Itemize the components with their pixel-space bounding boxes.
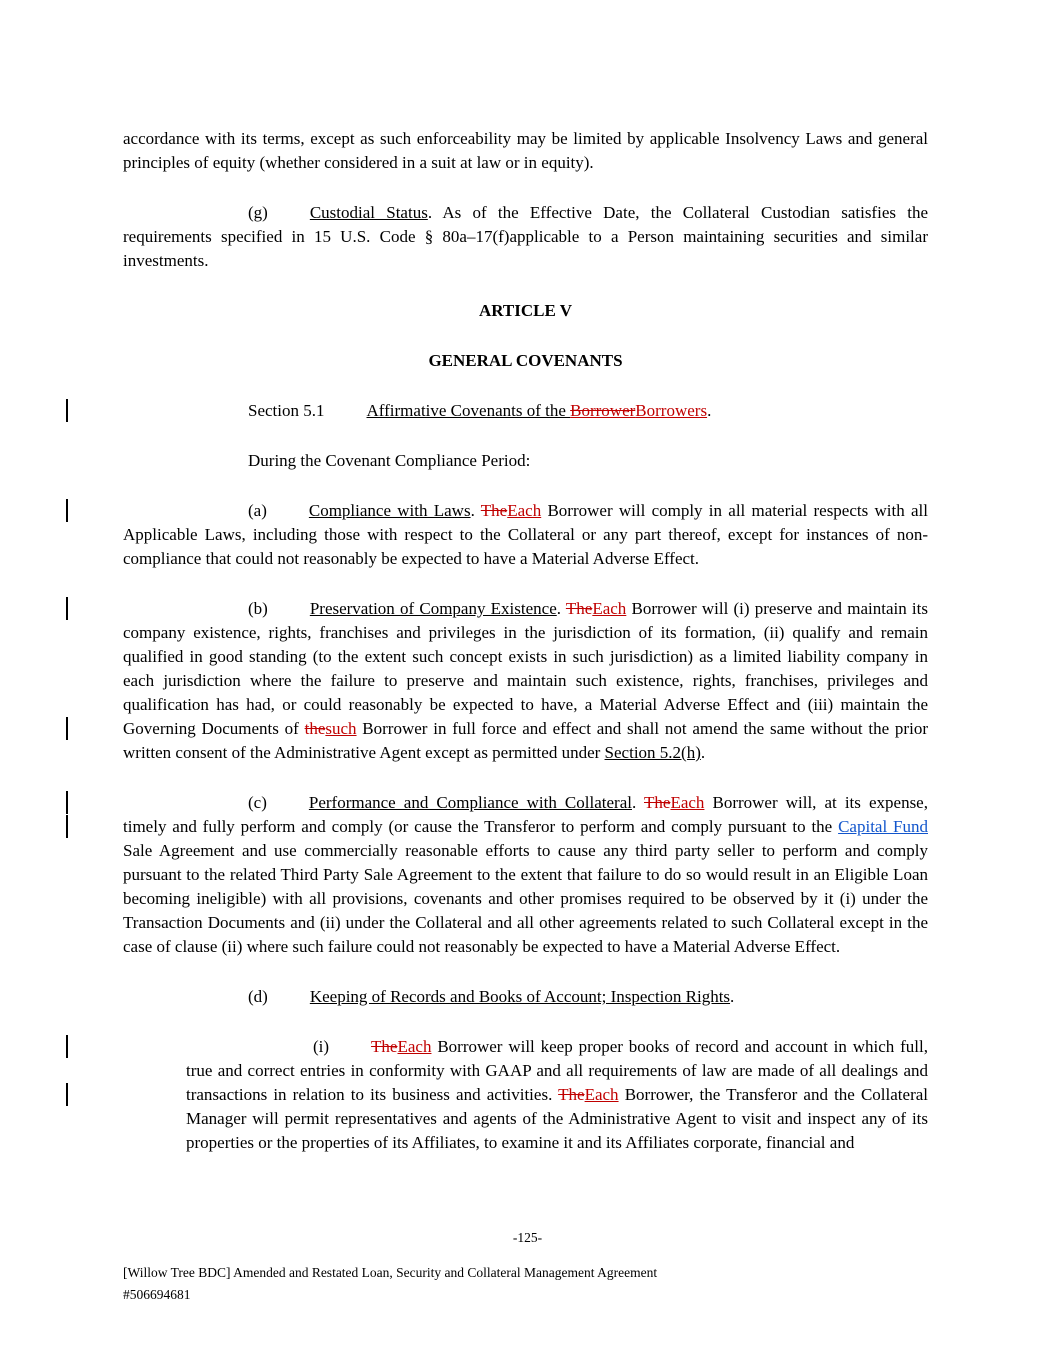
deleted-text: The [480,501,508,520]
deleted-text: The [558,1085,585,1104]
change-bar [66,499,68,522]
inserted-text: such [325,719,357,738]
underlined-text: Keeping of Records and Books of Account; Inspection Rights [309,987,731,1006]
text-run: . [707,401,712,420]
deleted-text: The [565,599,593,618]
text-run: . [631,793,644,812]
inserted-text: Each [584,1085,619,1104]
text-run: Borrower will comply in all material respects with all Applicable Laws, including those with respect to the Collateral or any part thereof, except for instances of non-compliance that could not reasonably be expected to have a Material Adverse Effect. [123,501,928,568]
change-bar [66,399,68,422]
heading-article-v [123,299,928,323]
text-run: Sale Agreement and use commercially reasonable efforts to cause any third party seller to perform and comply pursuant to the related Third Party Sale Agreement to the extent that failure to do so would result in an Eligible Loan becoming ineligible) with all provisions, covenants and other promises required to be observed by it (i) under the Transaction Documents and (ii) under the Collateral and all other agreements related to such Collateral except in the case of clause (ii) where such failure could not reasonably be expected to have a Material Adverse Effect. [123,841,928,956]
page-number: -125- [512,1230,543,1245]
change-bar [66,717,68,740]
defined-term-link: Capital Fund [838,817,928,836]
inserted-text: Each [507,501,542,520]
change-bar [66,815,68,838]
para-g-custodial-status [123,201,928,273]
text-run: GENERAL COVENANTS [428,351,623,370]
text-run: Borrower will (i) preserve and maintain its company existence, rights, franchises and privileges in the jurisdiction of its formation, (ii) qualify and remain qualified in good standing (to the extent such concept exists in such jurisdiction) as a limited liability company in each jurisdiction where the failure to preserve and maintain such existence, rights, franchises, privileges and qualification has had, or could reasonably be expected to have, a Material Adverse Effect and (iii) maintain the Governing Documents of [123,599,928,738]
para-a-compliance-with-laws [123,499,928,571]
text-run: . As of the Effective Date, the Collateral Custodian satisfies the requirements specified in 15 U.S. Code § 80a–17(f)applicable to a Person maintaining securities and similar investments. [123,203,928,270]
text-run: During the Covenant Compliance Period: [248,451,531,470]
para-covenant-compliance-period [123,449,928,473]
change-bar [66,1083,68,1106]
text-run: accordance with its terms, except as such enforceability may be limited by applicable Insolvency Laws and general principles of equity (whether considered in a suit at law or in equity). [123,129,928,172]
text-run: . [730,987,735,1006]
para-d-keeping-of-records [123,985,928,1009]
para-enforceability-continuation [123,127,928,175]
change-bar [66,1035,68,1058]
text-run: Section 5.1 [248,401,325,420]
para-c-performance-and-compliance-with-collateral [123,791,928,959]
deleted-text: The [371,1037,398,1056]
inserted-text: Borrowers [635,401,708,420]
inserted-text: Each [670,793,705,812]
footer-line-2: #506694681 [123,1287,191,1302]
underlined-text: Performance and Compliance with Collateral [308,793,632,812]
text-run: ARTICLE V [478,301,573,320]
text-run: Borrower will keep proper books of record and account in which full, true and correct entries in conformity with GAAP and all requirements of law are made of all dealings and transactions in relation to its business and activities. [186,1037,928,1104]
text-run: Borrower in full force and effect and shall not amend the same without the prior written consent of the Administrative Agent except as permitted under [123,719,928,762]
text-run: (b) [248,599,268,618]
text-run: Borrower, the Transferor and the Collateral Manager will permit representatives and agents of the Administrative Agent to visit and inspect any of its properties or the properties of its Affiliates, to examine it and its Affiliates corporate, financial and [186,1085,928,1152]
para-section-5-1 [123,399,928,423]
underlined-text: Preservation of Company Existence [309,599,557,618]
text-run: Borrower will, at its expense, timely and fully perform and comply (or cause the Transferor to perform and comply pursuant to the [123,793,928,836]
document-footer [123,1262,928,1306]
text-run: (a) [248,501,267,520]
underlined-text: Custodial Status [309,203,428,222]
text-run: . [700,743,706,762]
text-run: (g) [248,203,268,222]
deleted-text: The [644,793,671,812]
heading-general-covenants [123,349,928,373]
inserted-text: Each [397,1037,432,1056]
change-bar [66,791,68,814]
underlined-text: Affirmative Covenants of the [366,401,571,420]
text-run: . [556,599,566,618]
inserted-text: Each [592,599,627,618]
underlined-text: Compliance with Laws [308,501,471,520]
text-run: . [470,501,481,520]
footer-line-1: [Willow Tree BDC] Amended and Restated Loan, Security and Collateral Management Agreement [123,1265,658,1280]
para-d-i-books-of-record [186,1035,928,1155]
deleted-text: Borrower [570,401,636,420]
deleted-text: the [304,719,326,738]
para-b-preservation-of-company-existence [123,597,928,765]
text-run: (d) [248,987,268,1006]
underlined-text: Section 5.2(h) [604,743,701,762]
text-run: (i) [313,1037,330,1056]
document-body [123,127,928,1181]
text-run: (c) [248,793,267,812]
change-bar [66,597,68,620]
